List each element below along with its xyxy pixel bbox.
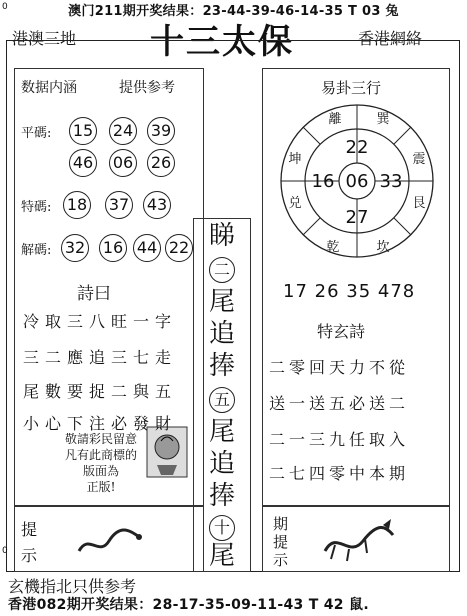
- ping-ball-1: 15: [69, 117, 97, 145]
- col-label: 睇: [208, 221, 235, 251]
- wheel-left: 16: [311, 171, 335, 192]
- col-circle-2: 五: [209, 387, 235, 413]
- notice-line-1: 敬請彩民留意: [64, 432, 137, 446]
- col-text-1b: 追: [208, 319, 235, 349]
- left-hint-box: [14, 506, 204, 572]
- wheel-bottom: 27: [345, 207, 369, 228]
- ping-ball-4: 46: [69, 149, 97, 177]
- right-hint-3: 示: [273, 551, 289, 569]
- jie-ball-1: 32: [61, 234, 89, 262]
- genuine-notice: [57, 431, 145, 495]
- hongkong-result-line: 香港082期开奖结果：28-17-35-09-11-43 T 42 鼠.: [8, 597, 369, 613]
- wheel-top: 22: [345, 137, 369, 158]
- col-circle-3: 十: [209, 515, 235, 541]
- ping-ball-2: 24: [109, 117, 137, 145]
- right-panel: [262, 68, 450, 506]
- wheel-center: 06: [345, 171, 369, 192]
- left-subtitle-1: 数据内涵: [21, 80, 77, 96]
- col-circle-1: 二: [209, 257, 235, 283]
- te-label: 特碼:: [21, 200, 52, 215]
- te-ball-1: 18: [63, 191, 91, 219]
- col-text-1a: 尾: [208, 287, 235, 317]
- header-left: 港澳三地: [12, 29, 77, 48]
- right-subtitle: 易卦三行: [321, 79, 382, 97]
- notice-line-4: 正版!: [86, 480, 116, 494]
- corner-mark: 0: [2, 2, 8, 12]
- notice-line-2: 凡有此商標的: [64, 448, 137, 462]
- ping-ball-3: 39: [147, 117, 175, 145]
- ping-ball-6: 26: [147, 149, 175, 177]
- corner-mark-bottom: 0: [2, 546, 8, 556]
- trigram-gen: 艮: [412, 196, 426, 211]
- te-ball-3: 43: [143, 191, 171, 219]
- page-title: 十三太保: [150, 22, 294, 62]
- poem-line-4: 小心下注必發財: [23, 414, 178, 433]
- right-hint-1: 期: [273, 515, 289, 533]
- col-text-1c: 捧: [208, 351, 235, 381]
- snake-icon: [75, 523, 145, 559]
- trigram-dui: 兑: [288, 196, 302, 211]
- col-text-2a: 尾: [208, 417, 235, 447]
- col-text-2c: 捧: [208, 481, 235, 511]
- poem-title: 詩曰: [77, 284, 111, 304]
- trigram-li: 離: [328, 112, 342, 127]
- trigram-kun: 坤: [288, 152, 302, 167]
- jie-label: 解碼:: [21, 243, 52, 258]
- dragon-icon: [319, 515, 399, 565]
- center-column: [193, 218, 251, 572]
- special-line-1: 二零回天力不從: [269, 358, 410, 377]
- trigram-zhen: 震: [412, 152, 426, 167]
- macau-result-line: 澳门211期开奖结果：23-44-39-46-14-35 T 03 兔: [68, 4, 399, 19]
- col-text-2b: 追: [208, 449, 235, 479]
- te-ball-2: 37: [105, 191, 133, 219]
- left-hint-1: 提: [21, 520, 38, 539]
- special-title: 特玄詩: [317, 322, 366, 341]
- jie-ball-3: 44: [133, 234, 161, 262]
- special-line-3: 二一三九任取入: [269, 430, 410, 449]
- poem-line-1: 冷取三八旺一字: [23, 312, 178, 331]
- special-line-4: 二七四零中本期: [269, 464, 410, 483]
- notice-line-3: 版面為: [82, 464, 119, 478]
- left-subtitle-2: 提供参考: [119, 80, 175, 96]
- ping-ball-5: 06: [109, 149, 137, 177]
- numbers-line: 17 26 35 478: [283, 281, 416, 302]
- left-panel: [14, 68, 204, 506]
- jie-ball-4: 22: [165, 234, 193, 262]
- special-line-2: 送一送五必送二: [269, 394, 410, 413]
- footer-line-1: 玄機指北只供参考: [8, 577, 137, 596]
- ping-label: 平碼:: [21, 126, 52, 141]
- bagua-wheel: [279, 103, 435, 259]
- header-right: 香港網絡: [358, 29, 423, 48]
- trigram-qian: 乾: [326, 240, 340, 255]
- wheel-right: 33: [379, 171, 403, 192]
- trigram-kan: 坎: [376, 240, 390, 255]
- col-text-3a: 尾: [208, 541, 235, 571]
- trigram-xun: 巽: [376, 112, 390, 127]
- poem-line-2: 三二應追三七走: [23, 348, 178, 367]
- right-hint-box: [262, 506, 450, 572]
- right-hint-2: 提: [273, 533, 289, 551]
- poem-line-3: 尾數要捉二與五: [23, 382, 178, 401]
- jie-ball-2: 16: [99, 234, 127, 262]
- left-hint-2: 示: [21, 546, 38, 565]
